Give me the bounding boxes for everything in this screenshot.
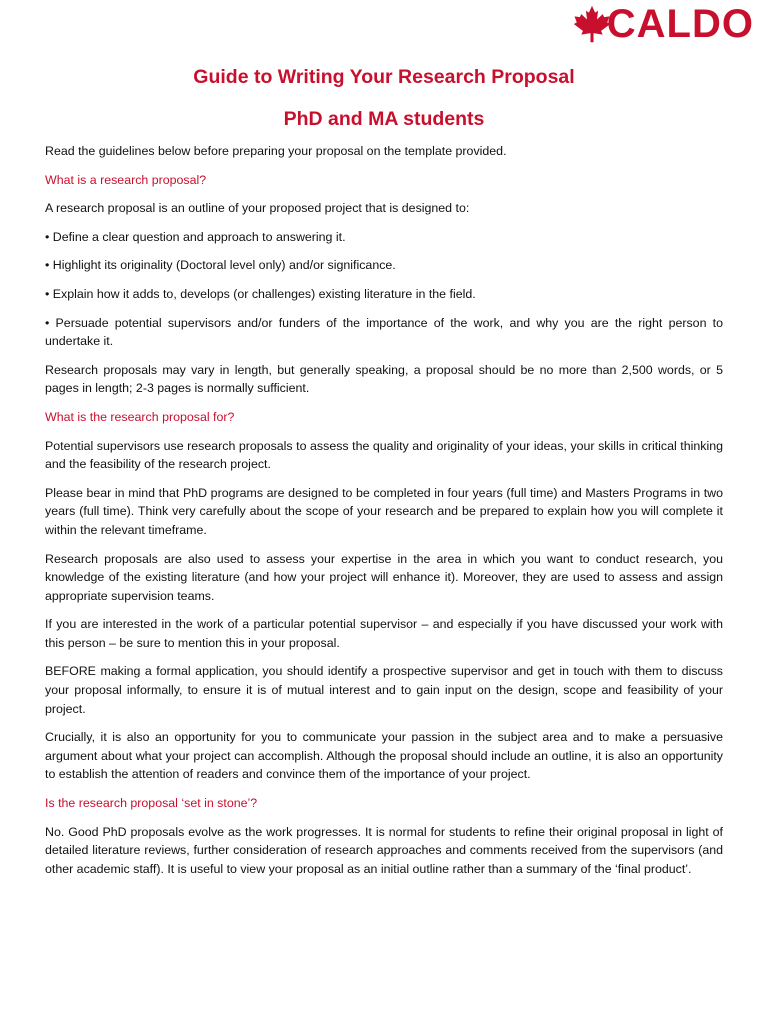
length-paragraph: Research proposals may vary in length, but generally speaking, a proposal should be no more than 2,500 words, or 5 pages in length; 2-3 pages is normally sufficient. [45, 362, 723, 396]
bullet-item: • Persuade potential supervisors and/or funders of the importance of the work, and why you are the right person to undertake it. [45, 315, 723, 349]
bullet-item: • Define a clear question and approach to answering it. [45, 229, 346, 244]
document-subtitle: PhD and MA students [283, 108, 485, 130]
body-paragraph: Research proposals are also used to assess your expertise in the area in which you want to conduct research, you knowledge of the existing literature (and how your project will enhance it). Moreover, they are used to assess and assign appropriate supervision teams. [45, 551, 723, 603]
intro-paragraph: Read the guidelines below before preparing your proposal on the template provided. [45, 144, 507, 158]
section-heading-what-is: What is a research proposal? [45, 172, 207, 187]
bullet-item: • Highlight its originality (Doctoral level only) and/or significance. [45, 258, 396, 273]
body-paragraph: No. Good PhD proposals evolve as the work progresses. It is normal for students to refine their original proposal in light of detailed literature reviews, further consideration of research approaches and comments received from the supervisors (and other academic staff). It is useful to view your proposal as an initial outline rather than a summary of the ‘final product’. [45, 824, 723, 876]
maple-leaf-icon [573, 4, 611, 44]
bullet-item: • Explain how it adds to, develops (or challenges) existing literature in the field. [45, 286, 476, 301]
body-paragraph: Potential supervisors use research proposals to assess the quality and originality of your ideas, your skills in critical thinking and the feasibility of the research project. [45, 438, 723, 472]
body-paragraph: Please bear in mind that PhD programs are designed to be completed in four years (full time) and Masters Programs in two years (full time). Think very carefully about the scope of your research and be prepared to explain how you will complete it within the relevant timeframe. [45, 485, 723, 537]
body-paragraph: Crucially, it is also an opportunity for you to communicate your passion in the subject area and to make a persuasive argument about what your project can accomplish. Although the proposal should include an outline, it is also an opportunity to establish the attention of readers and convince them of the importance of your project. [45, 730, 723, 782]
document-title: Guide to Writing Your Research Proposal [193, 66, 575, 88]
section-heading-purpose: What is the research proposal for? [45, 409, 235, 424]
body-paragraph: BEFORE making a formal application, you should identify a prospective supervisor and get in touch with them to discuss your proposal informally, to ensure it is of mutual interest and to gain input on the design, scope and feasibility of your project. [45, 664, 723, 716]
document-body [45, 62, 723, 888]
caldo-logo [573, 4, 754, 44]
body-paragraph: If you are interested in the work of a particular potential supervisor – and especially if you have discussed your work with this person – be sure to mention this in your proposal. [45, 617, 723, 650]
section-heading-set-in-stone: Is the research proposal ‘set in stone’? [45, 796, 258, 811]
section-lead: A research proposal is an outline of your proposed project that is designed to: [45, 201, 470, 216]
logo-text: CALDO [606, 2, 754, 46]
